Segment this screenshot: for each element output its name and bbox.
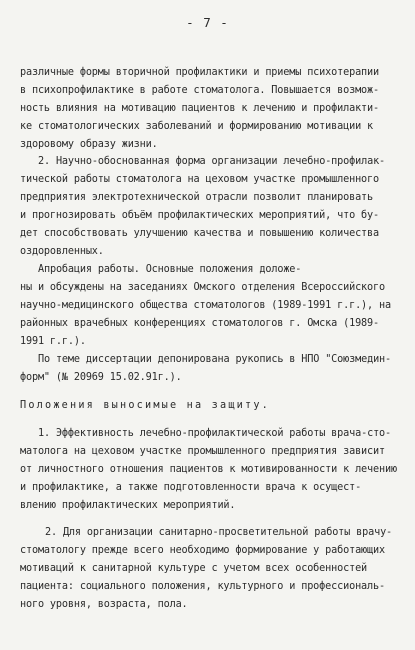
text-line: научно-медицинского общества стоматологов (1989-1991 г.г.), на <box>20 300 391 311</box>
text-line: от личностного отношения пациентов к мотивированности к лечению <box>20 464 397 475</box>
text-line: ность влияния на мотивацию пациентов к лечению и профилакти- <box>20 103 380 114</box>
text-line: форм" (№ 20969 15.02.91г.). <box>20 372 182 383</box>
text-line: 1. Эффективность лечебно-профилактической работы врача-сто- <box>38 428 392 439</box>
text-line: ке стоматологических заболеваний и формированию мотивации к <box>20 121 374 132</box>
text-line: 2. Научно-обоснованная форма организации лечебно-профилак- <box>38 156 386 167</box>
text-line: 2. Для организации санитарно-просветительной работы врачу- <box>45 527 393 538</box>
text-line: и профилактике, а также подготовленности врача к осущест- <box>20 482 362 493</box>
text-line: матолога на цеховом участке промышленного предприятия зависит <box>20 446 385 457</box>
text-line: ного уровня, возраста, пола. <box>20 599 188 610</box>
text-line: влению профилактических мероприятий. <box>20 500 236 511</box>
text-line: дет способствовать улучшению качества и повышению количества <box>20 228 380 239</box>
text-line: здоровому образу жизни. <box>20 139 158 150</box>
text-line: По теме диссертации депонирована рукопись в НПО "Союзмедин- <box>38 354 392 365</box>
text-line: районных врачебных конференциях стоматологов г. Омска (1989- <box>20 318 380 329</box>
text-line: ны и обсуждены на заседаниях Омского отделения Всероссийского <box>20 282 385 293</box>
text-line: пациента: социального положения, культурного и профессиональ- <box>20 581 385 592</box>
text-line: стоматологу прежде всего необходимо формирование у работающих <box>20 545 385 556</box>
text-line: различные формы вторичной профилактики и приемы психотерапии <box>20 67 380 78</box>
text-line: в психопрофилактике в работе стоматолога. Повышается возмож- <box>20 85 380 96</box>
text-line: тической работы стоматолога на цеховом участке промышленного <box>20 174 380 185</box>
text-line: мотиваций к санитарной культуре с учетом всех особенностей <box>20 563 368 574</box>
section-heading-line: Апробация работы. Основные положения доложе- <box>38 264 302 275</box>
text-line: предприятия электротехнической отрасли позволит планировать <box>20 192 374 203</box>
section-heading: Положения выносимые на защиту. <box>20 400 271 411</box>
text-line: 1991 г.г.). <box>20 336 86 347</box>
text-line: и прогнозировать объём профилактических мероприятий, что бу- <box>20 210 380 221</box>
page-number: - 7 - <box>186 15 229 30</box>
text-line: оздоровленных. <box>20 246 104 257</box>
